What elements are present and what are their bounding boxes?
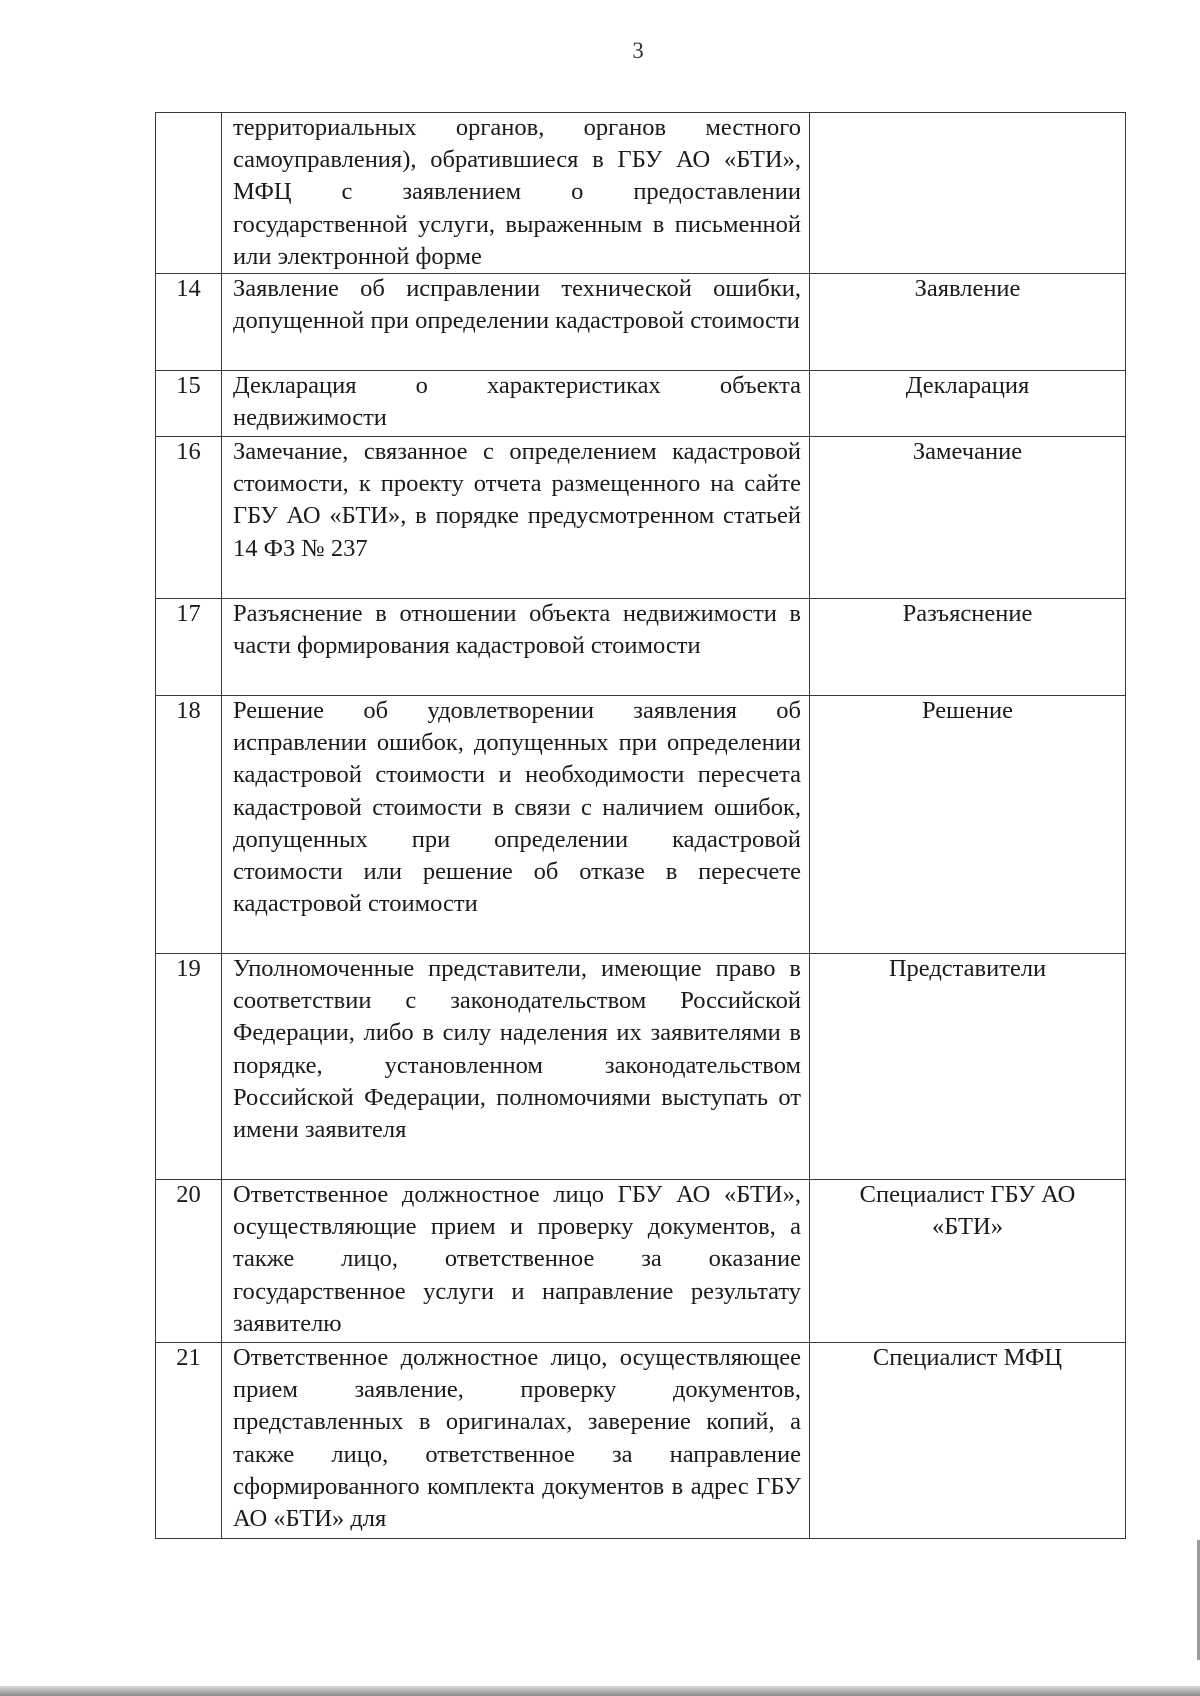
abbreviation: Разъяснение bbox=[810, 599, 1126, 696]
table-row bbox=[156, 954, 1126, 1180]
table-row bbox=[156, 1180, 1126, 1343]
table-row bbox=[156, 274, 1126, 371]
abbreviation: Представители bbox=[810, 954, 1126, 1180]
definitions-table bbox=[155, 112, 1126, 1539]
term-text: Замечание, связанное с определением кадастровой стоимости, к проекту отчета размещенного на сайте ГБУ АО «БТИ», в порядке предусмотренном статьей 14 ФЗ № 237 bbox=[222, 437, 810, 599]
abbreviation: Замечание bbox=[810, 437, 1126, 599]
row-number: 18 bbox=[156, 696, 222, 954]
table-row bbox=[156, 696, 1126, 954]
page-number: 3 bbox=[632, 38, 644, 63]
row-number: 21 bbox=[156, 1343, 222, 1539]
term-text: Разъяснение в отношении объекта недвижимости в части формирования кадастровой стоимости bbox=[222, 599, 810, 696]
row-number: 16 bbox=[156, 437, 222, 599]
term-text: Ответственное должностное лицо, осуществляющее прием заявление, проверку документов, представленных в оригиналах, заверение копий, а также лицо, ответственное за направление сформированного комплекта документов в адрес ГБУ АО «БТИ» для bbox=[222, 1343, 810, 1539]
row-number: 14 bbox=[156, 274, 222, 371]
abbreviation: Заявление bbox=[810, 274, 1126, 371]
row-number: 19 bbox=[156, 954, 222, 1180]
row-number bbox=[156, 113, 222, 274]
table-row bbox=[156, 599, 1126, 696]
term-text: Декларация о характеристиках объекта недвижимости bbox=[222, 371, 810, 437]
term-text: Решение об удовлетворении заявления об исправлении ошибок, допущенных при определении кадастровой стоимости и необходимости пересчета кадастровой стоимости в связи с наличием ошибок, допущенных при определении кадастровой стоимости или решение об отказе в пересчете кадастровой стоимости bbox=[222, 696, 810, 954]
table-row bbox=[156, 1343, 1126, 1539]
abbreviation: Специалист ГБУ АО «БТИ» bbox=[810, 1180, 1126, 1343]
table-row bbox=[156, 113, 1126, 274]
term-text: Уполномоченные представители, имеющие право в соответствии с законодательством Российской Федерации, либо в силу наделения их заявителями в порядке, установленном законодательством Российской Федерации, полномочиями выступать от имени заявителя bbox=[222, 954, 810, 1180]
row-number: 17 bbox=[156, 599, 222, 696]
abbreviation bbox=[810, 113, 1126, 274]
table-row bbox=[156, 371, 1126, 437]
term-text: территориальных органов, органов местного самоуправления), обратившиеся в ГБУ АО «БТИ», МФЦ с заявлением о предоставлении государственной услуги, выраженным в письменной или электронной форме bbox=[222, 113, 810, 274]
row-number: 15 bbox=[156, 371, 222, 437]
row-number: 20 bbox=[156, 1180, 222, 1343]
abbreviation: Специалист МФЦ bbox=[810, 1343, 1126, 1539]
term-text: Ответственное должностное лицо ГБУ АО «БТИ», осуществляющие прием и проверку документов, а также лицо, ответственное за оказание государственное услуги и направление результату заявителю bbox=[222, 1180, 810, 1343]
table-row bbox=[156, 437, 1126, 599]
term-text: Заявление об исправлении технической ошибки, допущенной при определении кадастровой стоимости bbox=[222, 274, 810, 371]
abbreviation: Декларация bbox=[810, 371, 1126, 437]
abbreviation: Решение bbox=[810, 696, 1126, 954]
scan-edge-bottom bbox=[0, 1686, 1200, 1696]
